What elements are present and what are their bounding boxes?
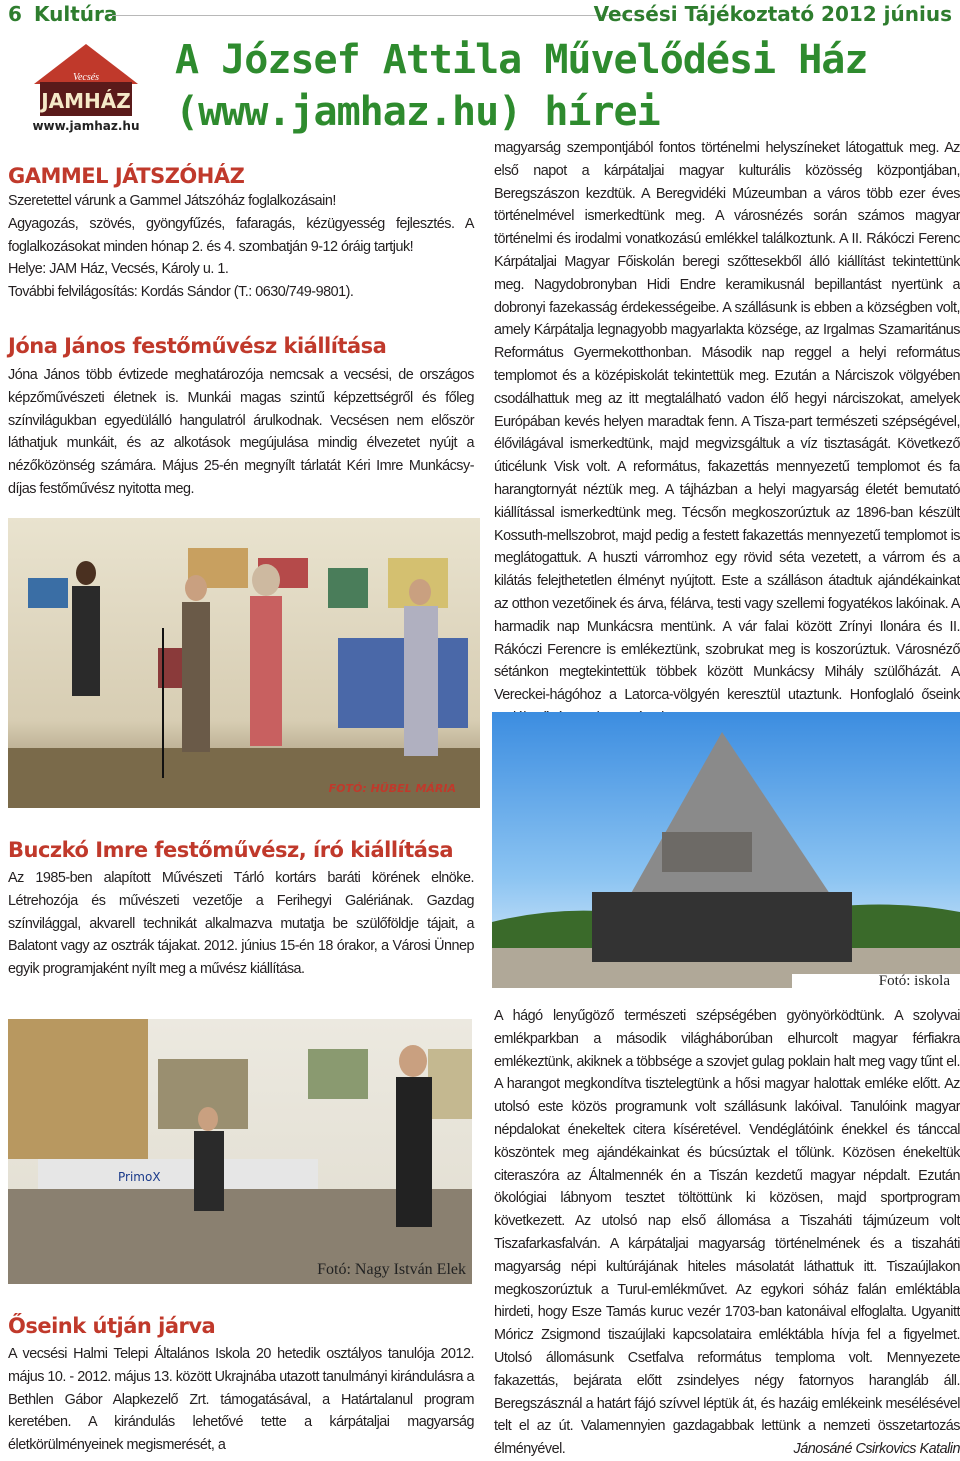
buczko-exhibition-photo: [8, 1019, 472, 1284]
oseink-text: [8, 1343, 474, 1457]
publication-title: Vecsési Tájékoztató 2012 június: [593, 2, 952, 26]
trip-paragraph-1: magyarság szempontjából fontos történelmi helyszíneket látogattuk meg. Az első napot a kárpátaljai magyar kulturális közösség központjában, Beregszászon kezdtük. A Beregvidéki Múzeumban a város több ezer éves történelmével ismerkedtünk meg. A városnézés során számos magyar történelmi és irodalmi vonatkozású emlékkel találkoztunk. A II. Rákóczi Ferenc Kárpátaljai Magyar Főiskolán beregi szőttesekből álló kiállítást tekintettünk meg. Nagydobronyban Hidi Endre keramikusnál bepillantást nyertünk a dobronyi fazekasság érdekességeibe. A szállásunk is ebben a községben volt, amely Kárpátalja legnagyobb magyarlakta községe, az Irgalmas Szamaritánus Református Gyermekotthonban. Második nap reggel a helyi református templomot és a középiskolát tekintettük meg. Ezután a Nárciszok völgyében csodálhattuk meg az itt megtalálható vadon élő hegyi nárciszokat, amelyek Európában kevés helyen maradtak fenn. A Tisza-part természeti szépségével, élővilágával ismerkedtünk, majd megvizsgáltuk a víz tisztaságát. Következő úticélunk Visk volt. A református, fakazettás mennyezetű templomot és fa harangtornyát néztük meg. A tájházban a helyi magyarság életét bemutató kiállítással ismerkedtünk meg. Técsőn megkoszorúztuk az 1896-ban készült Kossuth-mellszobrot, majd pedig a festett fakazettás mennyezetű templomot is meglátogattuk. A huszti várromhoz egy rövid séta vezetett, a várrom és a kilátás felejthetetlen élményt nyújtott. Este a szálláson átadtuk ajándékainkat az otthon vezetőinek és árva, félárva, testi vagy szellemi fogyatékos lakóinak. A harmadik nap Munkácsra mentünk. A vár falai között Zrínyi Ilonára és II. Rákóczi Ferencre is emlékeztünk, szobrukat meg is koszorúztuk. Városnéző sétánkon megtekintettük többek között Munkácsy Mihály szülőházát. A Vereckei-hágóhoz a Latorca-völgyén keresztül utaztunk. Honfoglaló őseink: [494, 140, 960, 704]
oseink-paragraph: A vecsési Halmi Telepi Általános Iskola 20 hetedik osztályos tanulója 2012. május 10. - 2012. május 13. között Ukrajnába utazott tanulmányi kirándulásra a Bethlen Gábor Alapkezelő Zrt. támogatásával, a Határtalanul program keretében. A kirándulás lehetővé tette a kárpátaljai magyarság életkörülményeinek megismerését, a: [8, 1346, 474, 1454]
jona-photo-credit: FOTÓ: HÜBEL MÁRIA: [328, 782, 456, 795]
header-rule: [112, 15, 638, 16]
logo-top-text: Vecsés: [72, 72, 100, 83]
gammel-line: Szeretettel várunk a Gammel Játszóház foglalkozásain!: [8, 193, 336, 209]
trip-paragraph-2: [494, 1005, 960, 1461]
main-title-line2: (www.jamhaz.hu) hírei: [175, 89, 660, 135]
jona-title: Jóna János festőművész kiállítása: [8, 334, 387, 358]
gammel-line: Agyagozás, szövés, gyöngyfűzés, fafaragás, kézügyesség fejlesztés. A foglalkozásokat minden hónap 2. és 4. szombatján 9-12 óráig tartjuk!: [8, 215, 474, 255]
jona-exhibition-photo: [8, 518, 480, 808]
oseink-title: Őseink útján járva: [8, 1314, 216, 1338]
section-name: Kultúra: [34, 2, 118, 26]
buczko-banner-text: PrimoX: [118, 1170, 161, 1184]
trip-text-part2: [494, 1005, 960, 1461]
trip-text-part1: [494, 137, 960, 730]
jamhaz-logo: [26, 38, 146, 136]
jona-text: [8, 364, 474, 501]
author-signature: Jánosáné Csirkovics Katalin: [793, 1441, 960, 1458]
page-number: 6: [8, 2, 22, 26]
trip-paragraph-2-body: A hágó lenyűgöző természeti szépségében gyönyörködtünk. A szolyvai emlékparkban a második világháborúban elhurcolt magyar férfiakra emlékeztünk, akiknek a többsége a szovjet gulag poklain halt meg vagy tűnt el. A harangot megkondítva tisztelegtünk a hősi magyar halottak emléke előtt. Az utolsó este közös programunk volt szállásunk lakóival. Tanulóink magyar népdalokat énekeltek citera kíséretével. Vendéglátóink énekkel és tánccal köszöntek meg ajándékainkat és búcsúztak el tőlünk. Közösen énekeltük citeraszóra az Általmennék én a Tiszán kezdetű magyar népdalt. Ezután ökológiai lábnyom tesztet töltöttünk ki közösen, majd sportprogram következett. Az utolsó nap első állomása a Tiszaháti tájmúzeum volt Tiszafarkasfalván. A kárpátaljai magyarság történelmének és a tiszaháti magyarság népi kultúrájának hiteles másolatát láthattuk itt. Tiszaújlakon megkoszorúztuk a Turul-emlékművet. Az egykori sóház falán emléktábla hirdeti, hogy Esze Tamás kuruc vezér 1703-ban katonáival elfoglalta. Ugyanitt Móricz Zsigmond tiszaújlaki kapcsolataira emléktábla hívja fel a figyelmet. Utolsó állomásunk Csetfalva református temploma volt. Mennyezete fakazettás, bejárata előtt zsindelyes négy fatornyos harangláb áll. Beregszásznál a határt fájó szívvel léptük át, és hazáig emlékeink mesélésével telt el az út. Valamennyien gazdagabbak lettünk a nemzeti összetartozás élményével.: [494, 1008, 960, 1458]
buczko-title: Buczkó Imre festőművész, író kiállítása: [8, 838, 454, 862]
gammel-line: Helye: JAM Ház, Vecsés, Károly u. 1.: [8, 261, 229, 278]
logo-brand: JAMHÁZ: [41, 89, 131, 113]
logo-url: www.jamhaz.hu: [32, 119, 140, 133]
buczko-photo-credit: Fotó: Nagy István Elek: [317, 1261, 466, 1278]
gammel-line: További felvilágosítás: Kordás Sándor (T.: 0630/749-9801).: [8, 284, 354, 301]
gammel-text: [8, 190, 474, 304]
main-title-line1: A József Attila Művelődési Ház: [175, 37, 868, 83]
main-title: [175, 34, 867, 138]
jona-paragraph: Jóna János több évtizede meghatározója nemcsak a vecsési, de országos képzőművészeti életnek is. Munkái magas szintű képzettségről és főleg színvilágukban egyedülálló hangulatról árulkodnak. Vecsésen nem először láthatjuk munkáit, és az alkotások megújulása mindig élvezetet nyújt a nézőközönség számára. Május 25-én megnyílt tárlatát Kéri Imre Munkácsy-díjas festőművész nyitotta meg.: [8, 367, 474, 497]
gammel-title: GAMMEL JÁTSZÓHÁZ: [8, 164, 245, 188]
buczko-paragraph: Az 1985-ben alapított Művészeti Tárló kortárs baráti körének elnöke. Létrehozója és művészeti vezetője a Ferihegyi Galériának. Gazdag színvilággal, akvarell technikát alkalmazva mutatja be szülőföldje tájait, a Balatont vagy az osztrák tájakat. 2012. június 15-én 18 órakor, a Városi Ünnep egyik programjaként nyílt meg a művész kiállítása.: [8, 870, 474, 978]
group-monument-photo: [492, 712, 960, 988]
buczko-text: [8, 867, 474, 981]
monument-photo-credit: Fotó: iskola: [878, 973, 950, 988]
